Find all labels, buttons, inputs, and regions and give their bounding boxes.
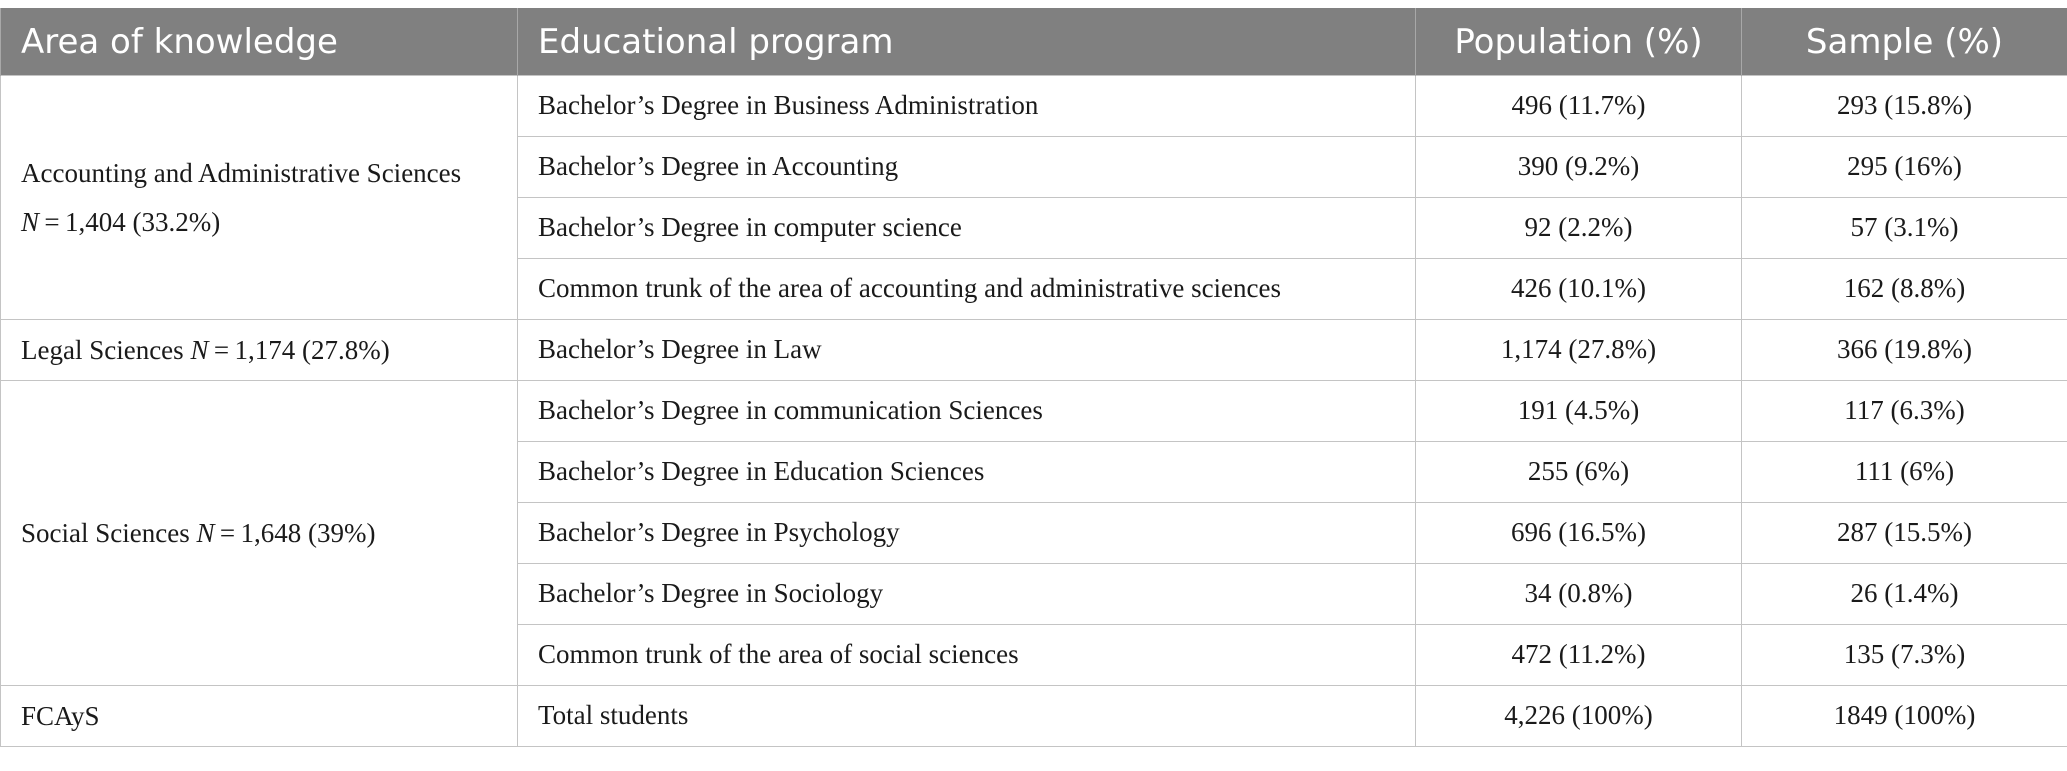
program-cell: Common trunk of the area of social sciences — [518, 625, 1416, 686]
population-cell: 496 (11.7%) — [1416, 76, 1742, 137]
area-cell — [1, 381, 518, 686]
n-value: = 1,174 (27.8%) — [208, 334, 390, 365]
program-cell: Bachelor’s Degree in communication Sciences — [518, 381, 1416, 442]
area-name: Accounting and Administrative Sciences — [21, 157, 462, 188]
sample-cell: 111 (6%) — [1742, 442, 2067, 503]
table-row — [1, 76, 2067, 137]
population-cell: 1,174 (27.8%) — [1416, 320, 1742, 381]
table-header — [1, 8, 2067, 76]
population-cell: 390 (9.2%) — [1416, 137, 1742, 198]
table-body — [1, 76, 2067, 747]
sample-cell: 26 (1.4%) — [1742, 564, 2067, 625]
program-cell: Bachelor’s Degree in Accounting — [518, 137, 1416, 198]
program-cell: Bachelor’s Degree in Law — [518, 320, 1416, 381]
sample-cell: 295 (16%) — [1742, 137, 2067, 198]
program-cell: Common trunk of the area of accounting and administrative sciences — [518, 259, 1416, 320]
sample-cell: 366 (19.8%) — [1742, 320, 2067, 381]
sample-cell: 57 (3.1%) — [1742, 198, 2067, 259]
population-cell: 191 (4.5%) — [1416, 381, 1742, 442]
header-sample: Sample (%) — [1742, 8, 2067, 76]
n-label: N — [190, 334, 209, 365]
n-value: = 1,648 (39%) — [214, 517, 376, 548]
header-population: Population (%) — [1416, 8, 1742, 76]
area-name: Legal Sciences — [21, 334, 191, 365]
area-name: Social Sciences — [21, 517, 197, 548]
area-cell — [1, 686, 518, 747]
program-cell: Bachelor’s Degree in computer science — [518, 198, 1416, 259]
sample-cell: 135 (7.3%) — [1742, 625, 2067, 686]
sample-cell: 1849 (100%) — [1742, 686, 2067, 747]
population-cell: 92 (2.2%) — [1416, 198, 1742, 259]
table-container — [0, 8, 2067, 747]
sample-cell: 293 (15.8%) — [1742, 76, 2067, 137]
header-row — [1, 8, 2067, 76]
program-cell: Bachelor’s Degree in Psychology — [518, 503, 1416, 564]
population-cell: 4,226 (100%) — [1416, 686, 1742, 747]
n-label: N — [21, 206, 40, 237]
area-cell — [1, 320, 518, 381]
program-cell: Bachelor’s Degree in Education Sciences — [518, 442, 1416, 503]
n-label: N — [196, 517, 215, 548]
population-cell: 34 (0.8%) — [1416, 564, 1742, 625]
program-cell: Bachelor’s Degree in Sociology — [518, 564, 1416, 625]
sample-cell: 287 (15.5%) — [1742, 503, 2067, 564]
area-name: FCAyS — [21, 700, 100, 731]
table-row-total — [1, 686, 2067, 747]
population-cell: 255 (6%) — [1416, 442, 1742, 503]
table-row — [1, 320, 2067, 381]
sample-cell: 162 (8.8%) — [1742, 259, 2067, 320]
population-cell: 696 (16.5%) — [1416, 503, 1742, 564]
table-row — [1, 381, 2067, 442]
population-cell: 426 (10.1%) — [1416, 259, 1742, 320]
area-cell — [1, 76, 518, 320]
header-area: Area of knowledge — [1, 8, 518, 76]
program-cell: Bachelor’s Degree in Business Administration — [518, 76, 1416, 137]
data-table — [0, 8, 2067, 747]
header-program: Educational program — [518, 8, 1416, 76]
n-value: = 1,404 (33.2%) — [39, 206, 221, 237]
population-cell: 472 (11.2%) — [1416, 625, 1742, 686]
program-cell: Total students — [518, 686, 1416, 747]
sample-cell: 117 (6.3%) — [1742, 381, 2067, 442]
